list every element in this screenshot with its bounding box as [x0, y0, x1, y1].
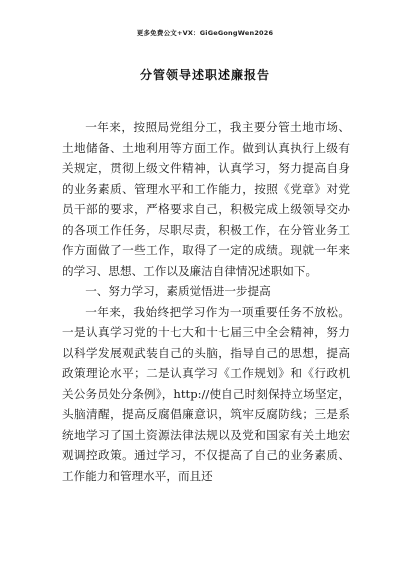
section-heading-1: 一、努力学习，素质觉悟进一步提高: [85, 284, 271, 298]
page-title: 分管领导述职述廉报告: [139, 68, 270, 82]
paragraph-study: 一年来，我始终把学习作为一项重要任务不放松。一是认真学习党的十七大和十七届三中全会精神，努力以科学发展观武装自己的头脑，指导自己的思想，提高政策理论水平；二是认真学习《工作规划》和《行政机关公务员处分条例》，http://使自己时刻保持立场坚定，头脑清醒，提高反腐倡廉意识，筑牢反腐防线；三是系统地学习了国土资源法律法规以及党和国家有关土地宏观调控政策。通过学习，不仅提高了自己的业务素质、工作能力和管理水平，而且还: [62, 304, 350, 483]
document-body: [62, 117, 350, 486]
paragraph-intro: 一年来，按照局党组分工，我主要分管土地市场、土地储备、土地利用等方面工作。做到认真执行上级有关规定，贯彻上级文件精神，认真学习，努力提高自身的业务素质、管理水平和工作能力，按照《党章》对党员干部的要求，严格要求自己，积极完成上级领导交办的各项工作任务，尽职尽责，积极工作，在分管业务工作方面做了一些工作，取得了一定的成绩。现就一年来的学习、思想、工作以及廉洁自律情况述职如下。: [62, 120, 350, 278]
header-note: 更多免费公文+VX：GiGeGongWen2026: [136, 29, 274, 37]
